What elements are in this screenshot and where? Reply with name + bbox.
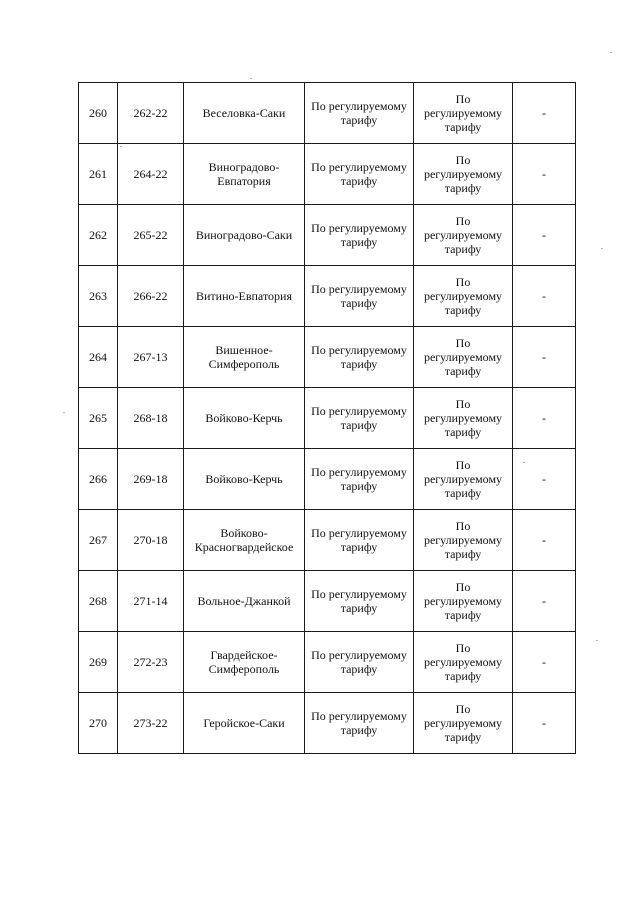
- table-row: [79, 388, 576, 449]
- route-code-cell: 267-13: [118, 327, 184, 388]
- tariff-alt-cell: По регулируемому тарифу: [414, 449, 513, 510]
- tariff-alt-cell: По регулируемому тарифу: [414, 510, 513, 571]
- table-row: [79, 693, 576, 754]
- row-number-cell: 268: [79, 571, 118, 632]
- route-code-cell: 265-22: [118, 205, 184, 266]
- tariff-cell: По регулируемому тарифу: [305, 144, 414, 205]
- row-number-cell: 266: [79, 449, 118, 510]
- row-number-cell: 270: [79, 693, 118, 754]
- row-number-cell: 261: [79, 144, 118, 205]
- row-number-cell: 263: [79, 266, 118, 327]
- tariff-alt-cell: По регулируемому тарифу: [414, 571, 513, 632]
- dash-cell: -: [513, 449, 576, 510]
- route-name-cell: Вольное-Джанкой: [184, 571, 305, 632]
- route-code-cell: 269-18: [118, 449, 184, 510]
- tariff-alt-cell: По регулируемому тарифу: [414, 327, 513, 388]
- route-name-cell: Виноградово-Саки: [184, 205, 305, 266]
- dash-cell: -: [513, 693, 576, 754]
- tariff-alt-cell: По регулируемому тарифу: [414, 205, 513, 266]
- dash-cell: -: [513, 266, 576, 327]
- routes-table: [78, 82, 576, 754]
- tariff-cell: По регулируемому тарифу: [305, 205, 414, 266]
- row-number-cell: 265: [79, 388, 118, 449]
- route-code-cell: 273-22: [118, 693, 184, 754]
- route-name-cell: Веселовка-Саки: [184, 83, 305, 144]
- tariff-cell: По регулируемому тарифу: [305, 510, 414, 571]
- route-name-cell: Виноградово-Евпатория: [184, 144, 305, 205]
- table-row: [79, 205, 576, 266]
- dash-cell: -: [513, 327, 576, 388]
- tariff-cell: По регулируемому тарифу: [305, 388, 414, 449]
- tariff-cell: По регулируемому тарифу: [305, 327, 414, 388]
- tariff-cell: По регулируемому тарифу: [305, 266, 414, 327]
- row-number-cell: 260: [79, 83, 118, 144]
- route-code-cell: 266-22: [118, 266, 184, 327]
- scan-speck: [523, 462, 525, 463]
- table-row: [79, 144, 576, 205]
- scan-speck: [610, 52, 612, 53]
- route-name-cell: Войково-Красногвардейское: [184, 510, 305, 571]
- tariff-cell: По регулируемому тарифу: [305, 571, 414, 632]
- route-code-cell: 272-23: [118, 632, 184, 693]
- scan-speck: [596, 640, 598, 641]
- tariff-alt-cell: По регулируемому тарифу: [414, 388, 513, 449]
- tariff-cell: По регулируемому тарифу: [305, 449, 414, 510]
- tariff-alt-cell: По регулируемому тарифу: [414, 266, 513, 327]
- dash-cell: -: [513, 632, 576, 693]
- table-row: [79, 266, 576, 327]
- route-name-cell: Вишенное-Симферополь: [184, 327, 305, 388]
- route-name-cell: Геройское-Саки: [184, 693, 305, 754]
- dash-cell: -: [513, 571, 576, 632]
- dash-cell: -: [513, 83, 576, 144]
- table-row: [79, 327, 576, 388]
- table-row: [79, 632, 576, 693]
- tariff-alt-cell: По регулируемому тарифу: [414, 693, 513, 754]
- tariff-cell: По регулируемому тарифу: [305, 83, 414, 144]
- table-row: [79, 449, 576, 510]
- scan-speck: [250, 78, 252, 79]
- row-number-cell: 262: [79, 205, 118, 266]
- route-code-cell: 268-18: [118, 388, 184, 449]
- route-name-cell: Витино-Евпатория: [184, 266, 305, 327]
- route-name-cell: Гвардейское-Симферополь: [184, 632, 305, 693]
- dash-cell: -: [513, 205, 576, 266]
- dash-cell: -: [513, 388, 576, 449]
- row-number-cell: 269: [79, 632, 118, 693]
- tariff-cell: По регулируемому тарифу: [305, 632, 414, 693]
- route-code-cell: 270-18: [118, 510, 184, 571]
- tariff-alt-cell: По регулируемому тарифу: [414, 632, 513, 693]
- route-code-cell: 262-22: [118, 83, 184, 144]
- tariff-alt-cell: По регулируемому тарифу: [414, 83, 513, 144]
- table-row: [79, 83, 576, 144]
- route-name-cell: Войково-Керчь: [184, 388, 305, 449]
- dash-cell: -: [513, 144, 576, 205]
- scan-speck: [63, 412, 65, 413]
- row-number-cell: 264: [79, 327, 118, 388]
- scan-speck: [601, 248, 603, 249]
- row-number-cell: 267: [79, 510, 118, 571]
- route-code-cell: 271-14: [118, 571, 184, 632]
- tariff-cell: По регулируемому тарифу: [305, 693, 414, 754]
- dash-cell: -: [513, 510, 576, 571]
- routes-table-body: [79, 83, 576, 754]
- route-code-cell: 264-22: [118, 144, 184, 205]
- table-row: [79, 510, 576, 571]
- tariff-alt-cell: По регулируемому тарифу: [414, 144, 513, 205]
- scan-speck: [120, 146, 122, 147]
- table-row: [79, 571, 576, 632]
- route-name-cell: Войково-Керчь: [184, 449, 305, 510]
